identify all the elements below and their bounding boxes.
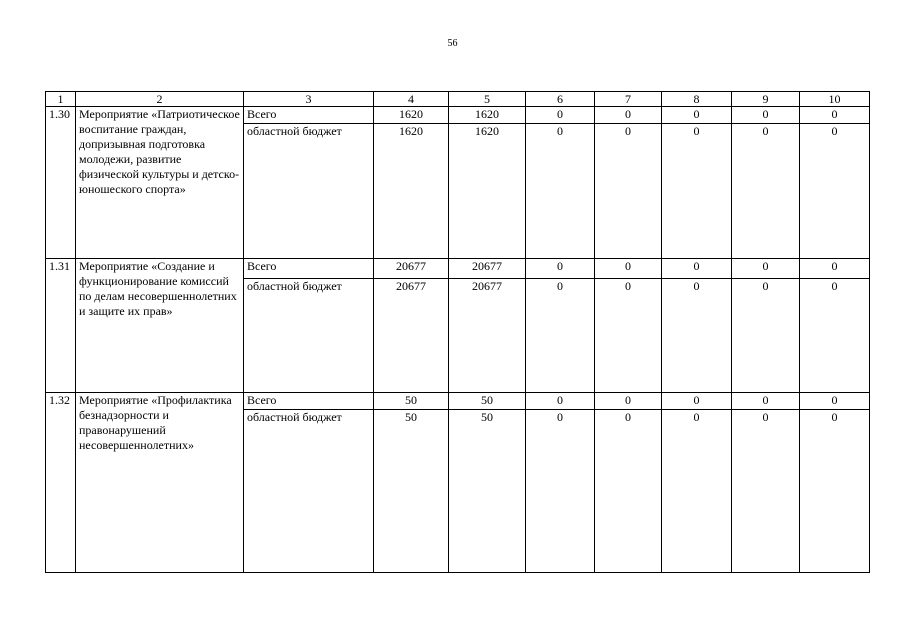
- source-cell: Всего: [244, 107, 374, 124]
- header-cell: 10: [800, 92, 870, 107]
- value-cell: 0: [800, 259, 870, 279]
- value-cell: 0: [732, 107, 800, 124]
- value-cell: 0: [526, 410, 595, 573]
- value-cell: 0: [595, 107, 662, 124]
- value-cell: 0: [526, 279, 595, 393]
- value-cell: 0: [800, 107, 870, 124]
- value-cell: 50: [374, 393, 449, 410]
- value-cell: 0: [800, 279, 870, 393]
- header-row: [46, 92, 870, 107]
- value-cell: 1620: [449, 124, 526, 259]
- row-name: Мероприятие «Патриотическое воспитание граждан, допризывная подготовка молодежи, развитие физической культуры и детско-юношеского спорта»: [76, 107, 244, 259]
- source-cell: Всего: [244, 393, 374, 410]
- value-cell: 0: [800, 393, 870, 410]
- header-cell: 4: [374, 92, 449, 107]
- value-cell: 50: [449, 393, 526, 410]
- value-cell: 1620: [374, 124, 449, 259]
- value-cell: 20677: [374, 279, 449, 393]
- header-cell: 6: [526, 92, 595, 107]
- value-cell: 0: [595, 393, 662, 410]
- row-name: Мероприятие «Профилактика безнадзорности и правонарушений несовершеннолетних»: [76, 393, 244, 573]
- value-cell: 0: [526, 107, 595, 124]
- value-cell: 20677: [374, 259, 449, 279]
- value-cell: 0: [732, 393, 800, 410]
- value-cell: 0: [662, 259, 732, 279]
- value-cell: 0: [732, 259, 800, 279]
- value-cell: 0: [662, 107, 732, 124]
- header-cell: 3: [244, 92, 374, 107]
- row-name: Мероприятие «Создание и функционирование комиссий по делам несовершеннолетних и защите их прав»: [76, 259, 244, 393]
- value-cell: 0: [662, 279, 732, 393]
- value-cell: 0: [662, 124, 732, 259]
- row-id: 1.30: [46, 107, 76, 259]
- source-cell: областной бюджет: [244, 124, 374, 259]
- value-cell: 0: [595, 410, 662, 573]
- value-cell: 0: [662, 410, 732, 573]
- value-cell: 0: [595, 259, 662, 279]
- value-cell: 1620: [374, 107, 449, 124]
- value-cell: 20677: [449, 279, 526, 393]
- source-cell: областной бюджет: [244, 279, 374, 393]
- value-cell: 50: [374, 410, 449, 573]
- header-cell: 5: [449, 92, 526, 107]
- value-cell: 0: [732, 410, 800, 573]
- value-cell: 0: [732, 279, 800, 393]
- value-cell: 1620: [449, 107, 526, 124]
- value-cell: 0: [800, 124, 870, 259]
- source-cell: Всего: [244, 259, 374, 279]
- value-cell: 0: [526, 259, 595, 279]
- header-cell: 2: [76, 92, 244, 107]
- value-cell: 0: [526, 124, 595, 259]
- row-id: 1.32: [46, 393, 76, 573]
- value-cell: 50: [449, 410, 526, 573]
- row-id: 1.31: [46, 259, 76, 393]
- value-cell: 0: [595, 124, 662, 259]
- value-cell: 20677: [449, 259, 526, 279]
- page-number: 56: [447, 38, 458, 49]
- table-row: [46, 393, 870, 410]
- header-cell: 1: [46, 92, 76, 107]
- table-row: [46, 259, 870, 279]
- header-cell: 9: [732, 92, 800, 107]
- header-cell: 8: [662, 92, 732, 107]
- table-row: [46, 107, 870, 124]
- value-cell: 0: [800, 410, 870, 573]
- source-cell: областной бюджет: [244, 410, 374, 573]
- value-cell: 0: [662, 393, 732, 410]
- value-cell: 0: [732, 124, 800, 259]
- value-cell: 0: [595, 279, 662, 393]
- budget-table: [45, 91, 870, 573]
- value-cell: 0: [526, 393, 595, 410]
- header-cell: 7: [595, 92, 662, 107]
